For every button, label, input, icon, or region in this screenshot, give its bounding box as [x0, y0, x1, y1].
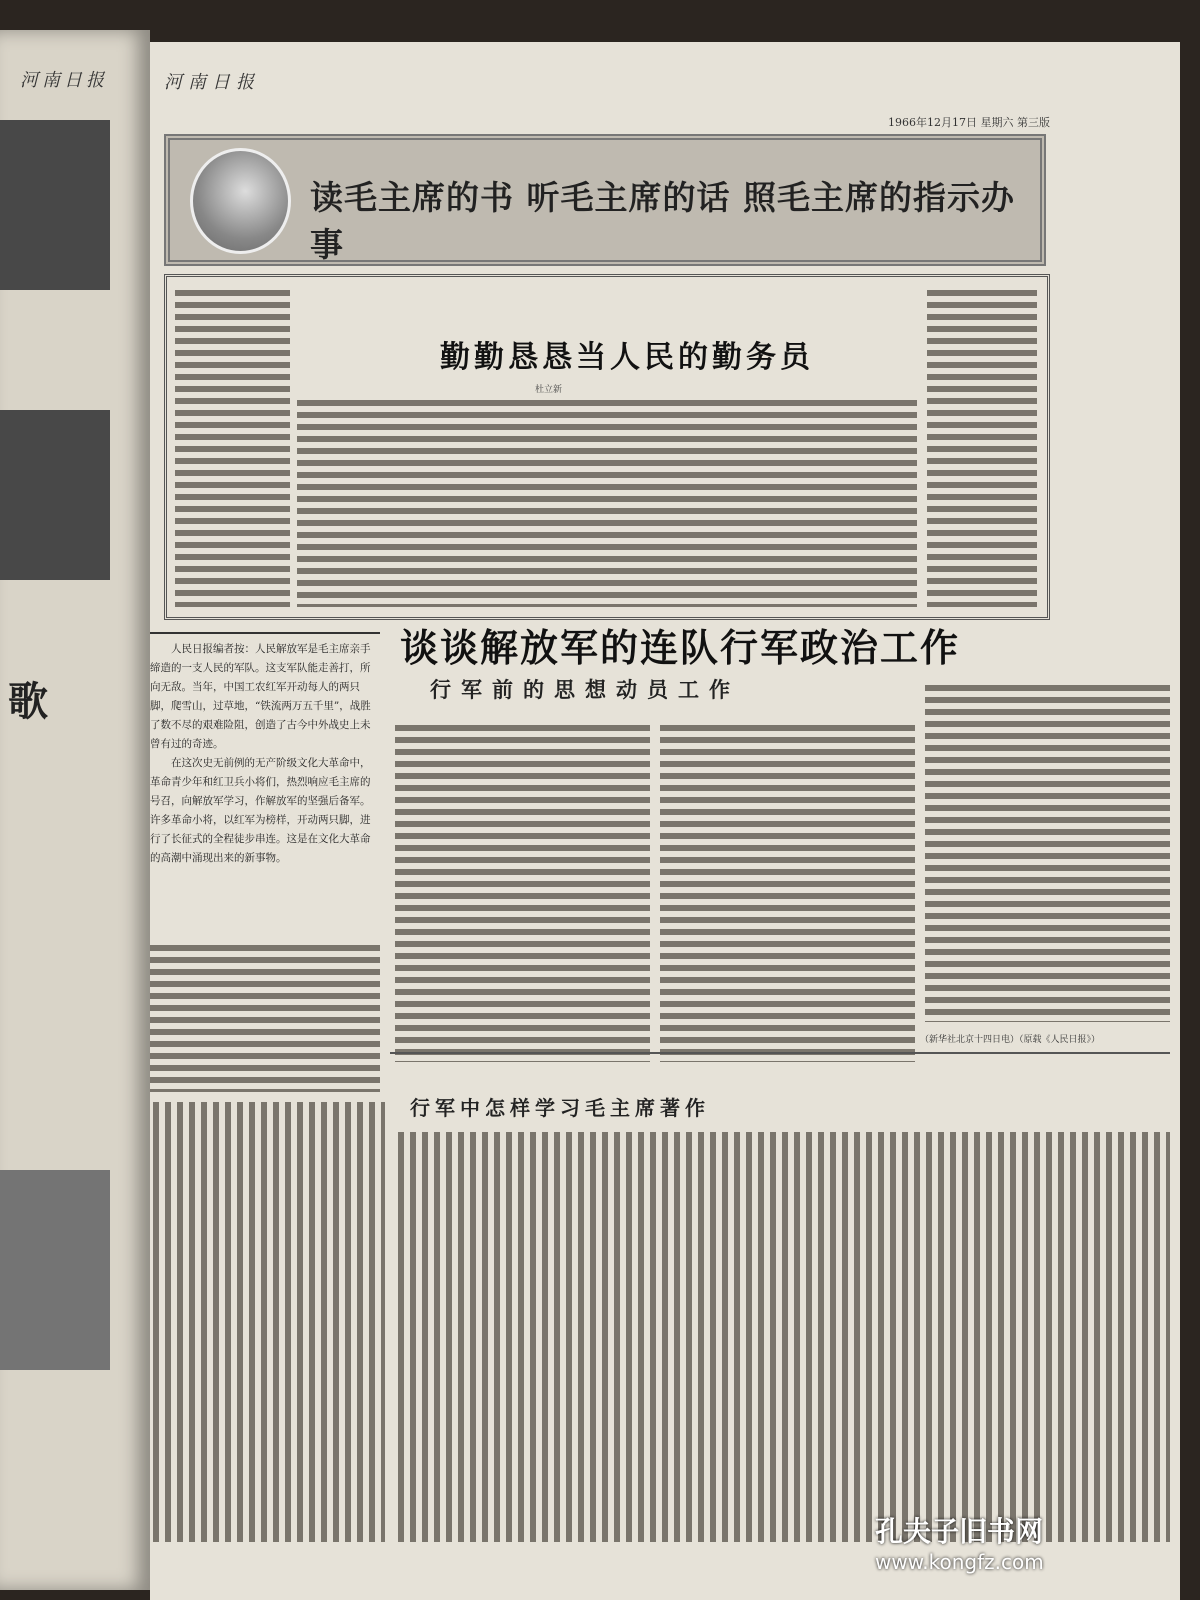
- body-text: [660, 722, 915, 1062]
- newspaper-page: [150, 42, 1180, 1600]
- article-title: 谈谈解放军的连队行军政治工作: [400, 626, 961, 670]
- note-paragraph: 人民日报编者按：人民解放军是毛主席亲手缔造的一支人民的军队。这支军队能走善打，所向无敌。当年，中国工农红军开动每人的两只脚，爬雪山，过草地，“铁流两万五千里”，战胜了数不尽的艰难险阻，创造了古今中外战史上未曾有过的奇迹。: [150, 643, 371, 750]
- watermark-url: www.kongfz.com: [875, 1550, 1044, 1574]
- article-box: [164, 274, 1050, 620]
- adjacent-page: [0, 30, 150, 1590]
- left-masthead: 河南日报: [20, 70, 108, 91]
- photo: [0, 410, 110, 580]
- masthead: 河南日报: [164, 72, 260, 93]
- body-text: [150, 942, 380, 1092]
- date-line: 1966年12月17日 星期六 第三版: [888, 116, 1050, 129]
- vertical-text: [395, 1132, 1170, 1542]
- body-text: [925, 682, 1170, 1022]
- article-title: 勤勤恳恳当人民的勤务员: [440, 340, 814, 375]
- banner-title: 读毛主席的书 听毛主席的话 照毛主席的指示办事: [310, 178, 1015, 264]
- editor-note: [150, 632, 380, 868]
- body-text: [395, 722, 650, 1062]
- portrait-image: [190, 148, 291, 254]
- photo: [0, 120, 110, 290]
- watermark: [875, 1510, 1044, 1574]
- note-paragraph: 在这次史无前例的无产阶级文化大革命中，革命青少年和红卫兵小将们，热烈响应毛主席的号召，向解放军学习，作解放军的坚强后备军。许多革命小将，以红军为榜样，开动两只脚，进行了长征式的全程徒步串连。这是在文化大革命的高潮中涌现出来的新事物。: [150, 757, 371, 864]
- body-text: [927, 287, 1037, 607]
- banner: [164, 134, 1046, 266]
- article-subtitle: 行军前的思想动员工作: [430, 677, 740, 702]
- headline-fragment: 歌: [8, 678, 48, 725]
- dateline: （新华社北京十四日电）（原载《人民日报》）: [920, 1035, 1101, 1045]
- body-text: [175, 287, 290, 607]
- vertical-text: [150, 1102, 385, 1542]
- byline: 杜立新: [535, 385, 563, 395]
- photo: [0, 1170, 110, 1370]
- article-title: 行军中怎样学习毛主席著作: [410, 1096, 710, 1120]
- body-text: [297, 397, 917, 607]
- watermark-name: 孔夫子旧书网: [875, 1515, 1044, 1548]
- divider: [390, 1052, 1170, 1054]
